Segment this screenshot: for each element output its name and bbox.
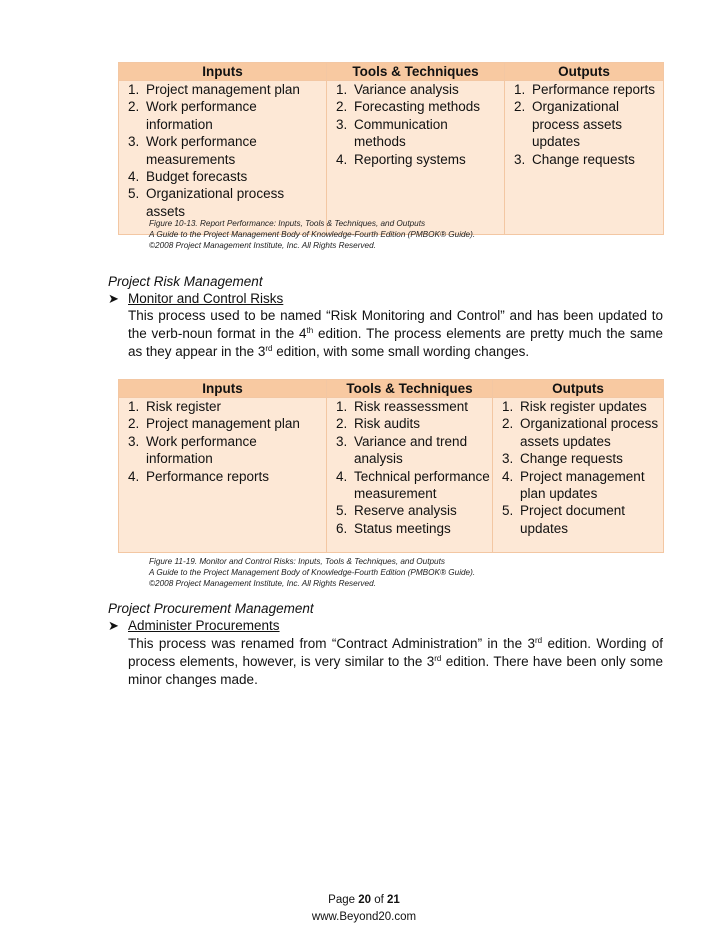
- list-item: 2. Organizational process assets updates: [529, 98, 661, 150]
- caption-line: ©2008 Project Management Institute, Inc. All Rights Reserved.: [149, 579, 376, 588]
- outputs-header: Outputs: [505, 63, 664, 81]
- list-item: 5. Reserve analysis: [351, 502, 490, 519]
- list-item: 4. Budget forecasts: [143, 168, 324, 185]
- footer-website: www.Beyond20.com: [311, 911, 417, 923]
- list-item: 1. Risk register updates: [517, 398, 661, 415]
- arrow-bullet-icon: ➤: [108, 291, 119, 306]
- list-item: 1. Risk register: [143, 398, 324, 415]
- list-item: 2. Risk audits: [351, 415, 490, 432]
- list-item: 4. Reporting systems: [351, 151, 502, 168]
- body-paragraph: This process used to be named “Risk Monitoring and Control” and has been updated to the verb-noun format in the 4th edition. The process elements are pretty much the same as they appear in the 3rd edition, with some small wording changes.: [128, 308, 663, 359]
- list-item: 2. Forecasting methods: [351, 98, 502, 115]
- inputs-header: Inputs: [119, 380, 327, 398]
- tools-header: Tools & Techniques: [327, 380, 493, 398]
- monitor-control-risks-itto-table: [118, 379, 664, 553]
- caption-line: A Guide to the Project Management Body of Knowledge-Fourth Edition (PMBOK® Guide).: [149, 568, 476, 577]
- list-item: 3. Work performance information: [143, 433, 324, 468]
- inputs-list: [121, 81, 324, 220]
- tools-header: Tools & Techniques: [327, 63, 505, 81]
- tools-list: [329, 398, 490, 537]
- list-item: 2. Work performance information: [143, 98, 324, 133]
- process-title: Administer Procurements: [128, 618, 280, 633]
- tools-cell: [327, 398, 493, 553]
- inputs-list: [121, 398, 324, 485]
- list-item: 4. Technical performance measurement: [351, 468, 490, 503]
- inputs-cell: [119, 81, 327, 235]
- list-item: 1. Risk reassessment: [351, 398, 490, 415]
- outputs-list: [507, 81, 661, 168]
- outputs-header: Outputs: [493, 380, 664, 398]
- list-item: 1. Project management plan: [143, 81, 324, 98]
- bullet-heading: [108, 617, 280, 634]
- outputs-cell: [505, 81, 664, 235]
- list-item: 4. Project management plan updates: [517, 468, 661, 503]
- list-item: 1. Performance reports: [529, 81, 661, 98]
- list-item: 6. Status meetings: [351, 520, 490, 537]
- list-item: 2. Organizational process assets updates: [517, 415, 661, 450]
- caption-line: ©2008 Project Management Institute, Inc. All Rights Reserved.: [149, 241, 376, 250]
- page-number: Page 20 of 21: [328, 894, 400, 906]
- body-paragraph: This process was renamed from “Contract Administration” in the 3rd edition. Wording of process elements, however, is very similar to the 3rd edition. There have been only some minor changes made.: [128, 636, 663, 687]
- list-item: 5. Project document updates: [517, 502, 661, 537]
- caption-line: Figure 10-13. Report Performance: Inputs, Tools & Techniques, and Outputs: [149, 219, 426, 228]
- list-item: 5. Organizational process assets: [143, 185, 324, 220]
- inputs-cell: [119, 398, 327, 553]
- list-item: 3. Change requests: [517, 450, 661, 467]
- section-title: Project Risk Management: [108, 274, 263, 289]
- list-item: 3. Communication methods: [351, 116, 502, 151]
- list-item: 2. Project management plan: [143, 415, 324, 432]
- inputs-header: Inputs: [119, 63, 327, 81]
- caption-line: A Guide to the Project Management Body of Knowledge-Fourth Edition (PMBOK® Guide).: [149, 230, 476, 239]
- figure-caption: [149, 218, 475, 251]
- process-title: Monitor and Control Risks: [128, 291, 284, 306]
- list-item: 1. Variance analysis: [351, 81, 502, 98]
- list-item: 3. Work performance measurements: [143, 133, 324, 168]
- caption-line: Figure 11-19. Monitor and Control Risks: Inputs, Tools & Techniques, and Outputs: [149, 557, 445, 566]
- list-item: 3. Variance and trend analysis: [351, 433, 490, 468]
- tools-cell: [327, 81, 505, 235]
- section-title: Project Procurement Management: [108, 601, 314, 616]
- tools-list: [329, 81, 502, 168]
- list-item: 3. Change requests: [529, 151, 661, 168]
- figure-caption: [149, 556, 475, 589]
- list-item: 4. Performance reports: [143, 468, 324, 485]
- outputs-cell: [493, 398, 664, 553]
- arrow-bullet-icon: ➤: [108, 618, 119, 633]
- outputs-list: [495, 398, 661, 537]
- bullet-heading: [108, 290, 283, 307]
- report-performance-itto-table: [118, 62, 664, 235]
